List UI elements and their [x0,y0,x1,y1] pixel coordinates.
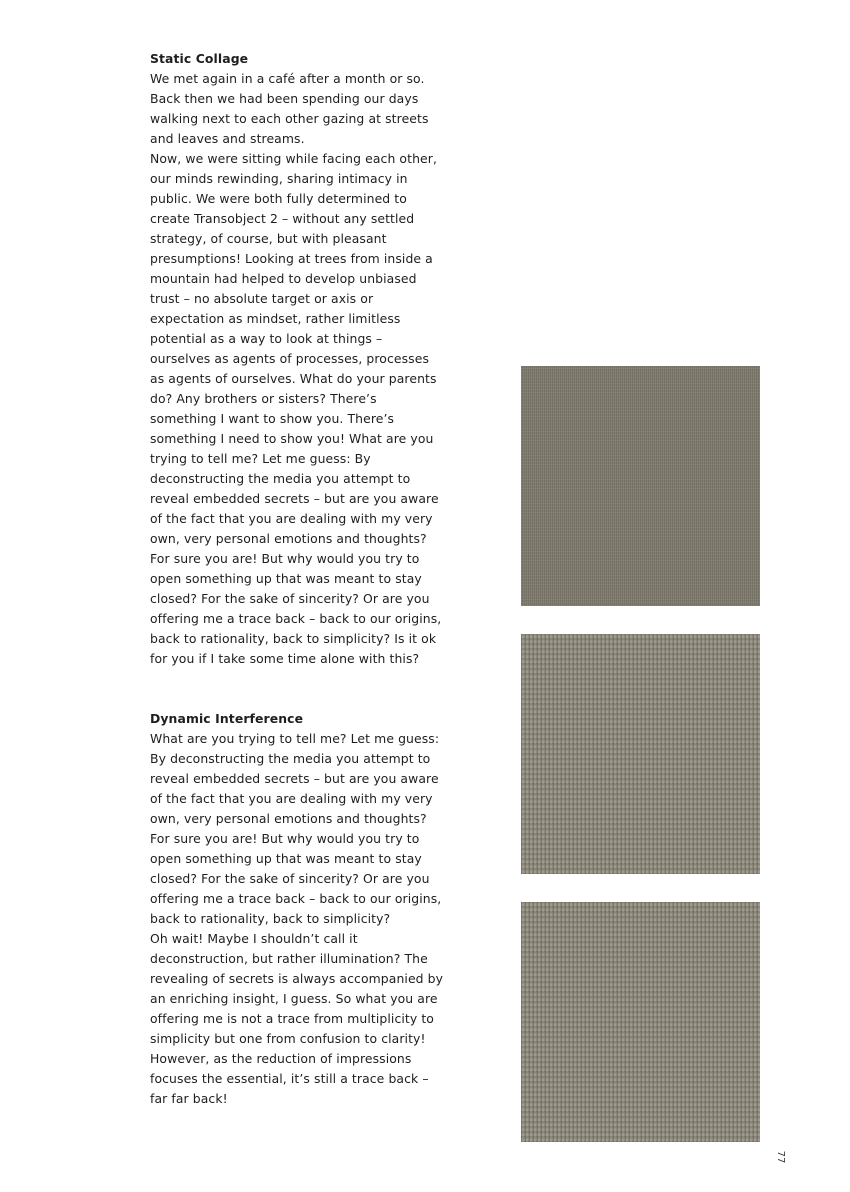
paragraph: What are you trying to tell me? Let me guess: By deconstructing the media you attempt to reveal embedded secrets – but are you aware of the fact that you are dealing with my very own, very personal emotions and thoughts? For sure you are! But why would you try to open something up that was meant to stay closed? For the sake of sincerity? Or are you offering me a trace back – back to our origins, back to rationality, back to simplicity? [150,731,442,926]
section-heading-dynamic-interference: Dynamic Interference [150,711,304,726]
section-heading-static-collage: Static Collage [150,51,249,66]
paragraph: Now, we were sitting while facing each other, our minds rewinding, sharing intimacy in public. We were both fully determined to create Transobject 2 – without any settled strategy, of course, but with pleasant presumptions! Looking at trees from inside a mountain had helped to develop unbiased trust – no absolute target or axis or expectation as mindset, rather limitless potential as a way to look at things – ourselves as agents of processes, processes as agents of ourselves. What do your parents do? Any brothers or sisters? There’s something I want to show you. There’s something I need to show you! What are you trying to tell me? Let me guess: By deconstructing the media you attempt to reveal embedded secrets – but are you aware of the fact that you are dealing with my very own, very personal emotions and thoughts? For sure you are! But why would you try to open something up that was meant to stay closed? For the sake of sincerity? Or are you offering me a trace back – back to our origins, back to rationality, back to simplicity? Is it ok for you if I take some time alone with this? [150,151,442,666]
texture-image-weave [521,634,760,874]
text-column [150,49,446,1109]
section-spacer [150,669,446,709]
page-number: 77 [775,1150,786,1164]
paragraph: We met again in a café after a month or so. Back then we had been spending our days walking next to each other gazing at streets and leaves and streams. [150,71,429,146]
texture-image-fine [521,366,760,606]
texture-image-weave [521,902,760,1142]
paragraph: Oh wait! Maybe I shouldn’t call it deconstruction, but rather illumination? The revealing of secrets is always accompanied by an enriching insight, I guess. So what you are offering me is not a trace from multiplicity to simplicity but one from confusion to clarity! However, as the reduction of impressions focuses the essential, it’s still a trace back – far far back! [150,931,444,1106]
